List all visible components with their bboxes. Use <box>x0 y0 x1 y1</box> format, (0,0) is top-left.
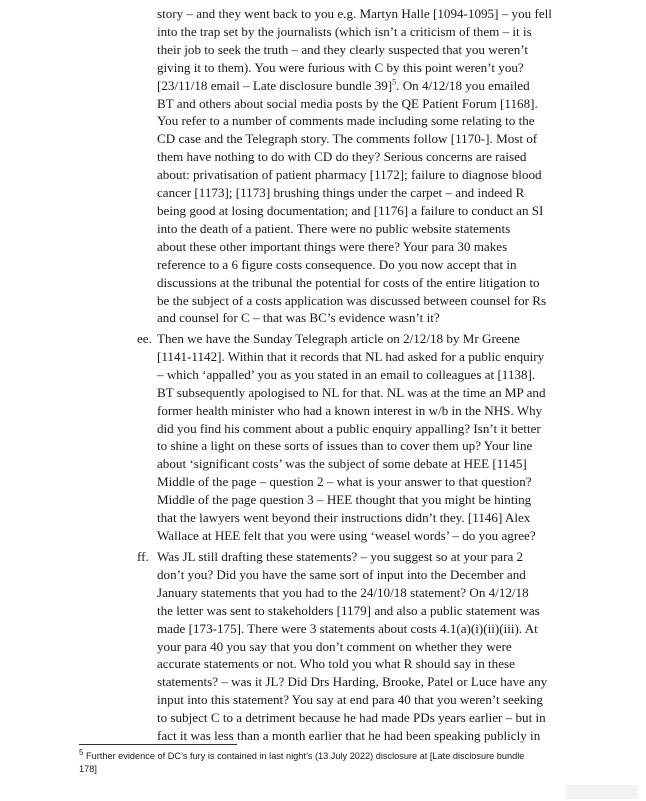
paragraph-ff <box>157 548 547 745</box>
text-line: be the subject of a costs application was discussed between counsel for Rs <box>157 292 547 308</box>
text-line: giving it to them). You were furious with C by this point weren’t you? <box>157 59 524 75</box>
paragraph-ee <box>157 330 546 545</box>
page-corner-shade <box>566 785 638 799</box>
text-line: did you find his comment about a public enquiry appalling? Isn’t it better <box>157 420 541 436</box>
text-line: BT subsequently apologised to NL for that. NL was at the time an MP and <box>157 384 546 400</box>
text-line: into the trap set by the journalists (which isn’t a criticism of them – it is <box>157 23 532 39</box>
text-line: the letter was sent to stakeholders [1179] and also a public statement was <box>157 602 540 618</box>
text-line: Was JL still drafting these statements? – you suggest so at your para 2 <box>157 549 524 564</box>
text-line: [1141-1142]. Within that it records that NL had asked for a public enquiry <box>157 348 545 364</box>
footnote-marker: 5 <box>79 747 84 757</box>
text-line: their job to seek the truth – and they clearly suspected that you weren’t <box>157 41 528 57</box>
text-line: Wallace at HEE felt that you were using ‘weasel words’ – do you agree? <box>157 527 536 543</box>
text-line: don’t you? Did you have the same sort of input into the December and <box>157 566 526 582</box>
text-line: You refer to a number of comments made including some relating to the <box>157 113 535 129</box>
text-line: being good at losing documentation; and [1176] a failure to conduct an SI <box>157 202 544 218</box>
text-line: Middle of the page – question 2 – what is your answer to that question? <box>157 474 532 490</box>
text-line: made [173-175]. There were 3 statements about costs 4.1(a)(i)(ii)(iii). At <box>157 620 538 636</box>
text-line: former health minister who had a known interest in w/b in the NHS. Why <box>157 402 543 418</box>
text-line: input into this statement? You say at end para 40 that you weren’t seeking <box>157 692 543 708</box>
list-label-ff: ff. <box>137 549 149 564</box>
text-line: about ‘significant costs’ was the subject of some debate at HEE [1145] <box>157 456 527 472</box>
text-line: fact it was less than a month earlier that he had been speaking publicly in <box>157 728 541 744</box>
footnote <box>79 747 525 776</box>
text-line: Then we have the Sunday Telegraph article on 2/12/18 by Mr Greene <box>157 331 520 346</box>
text-segment: [23/11/18 email – Late disclosure bundle 39] <box>157 77 393 93</box>
text-line: Middle of the page question 3 – HEE thought that you might be hinting <box>157 492 532 508</box>
footnote-separator <box>79 744 237 745</box>
text-line: into the death of a patient. There were no public website statements <box>157 220 511 236</box>
text-line <box>157 77 552 95</box>
footnote-reference[interactable]: 5 <box>392 77 397 87</box>
text-line: them have nothing to do with CD do they? Serious concerns are raised <box>157 149 527 165</box>
list-label-ee: ee. <box>137 331 152 346</box>
text-line: reference to a 6 figure costs consequence. Do you now accept that in <box>157 256 517 272</box>
text-line: about: privatisation of patient pharmacy [1172]; failure to diagnose blood <box>157 167 542 183</box>
text-line: your para 40 you say that you don’t comment on whether they were <box>157 638 512 654</box>
text-line: accurate statements or not. Who told you what R should say in these <box>157 656 515 672</box>
text-line: story – and they went back to you e.g. Martyn Halle [1094-1095] – you fell <box>157 6 552 21</box>
text-line: and counsel for C – that was BC’s evidence wasn’t it? <box>157 310 440 326</box>
text-line: that the lawyers went beyond their instructions didn’t they. [1146] Alex <box>157 510 531 526</box>
text-line: to shine a light on these sorts of issues than to cover them up? Your line <box>157 438 533 454</box>
footnote-line <box>79 747 525 763</box>
footnote-text: Further evidence of DC’s fury is contained in last night’s (13 July 2022) disclosure at [Late disclosure bundle <box>86 751 525 761</box>
text-line: discussions at the tribunal the potential for costs of the entire litigation to <box>157 274 540 290</box>
text-line: CD case and the Telegraph story. The comments follow [1170-]. Most of <box>157 131 538 147</box>
text-line: statements? – was it JL? Did Drs Harding, Brooke, Patel or Luce have any <box>157 674 548 690</box>
text-line: – which ‘appalled’ you as you stated in an email to colleagues at [1138]. <box>157 366 536 382</box>
footnote-line: 178] <box>79 764 97 774</box>
text-line: about these other important things were there? Your para 30 makes <box>157 238 508 254</box>
text-segment: . On 4/12/18 you emailed <box>396 77 530 93</box>
text-line: BT and others about social media posts by the QE Patient Forum [1168]. <box>157 95 538 111</box>
text-line: to subject C to a detriment because he had made PDs years earlier – but in <box>157 710 546 726</box>
text-line: January statements that you had to the 24/10/18 statement? On 4/12/18 <box>157 584 529 600</box>
text-line: cancer [1173]; [1173] brushing things under the carpet – and indeed R <box>157 185 525 201</box>
paragraph-continued <box>157 5 552 327</box>
